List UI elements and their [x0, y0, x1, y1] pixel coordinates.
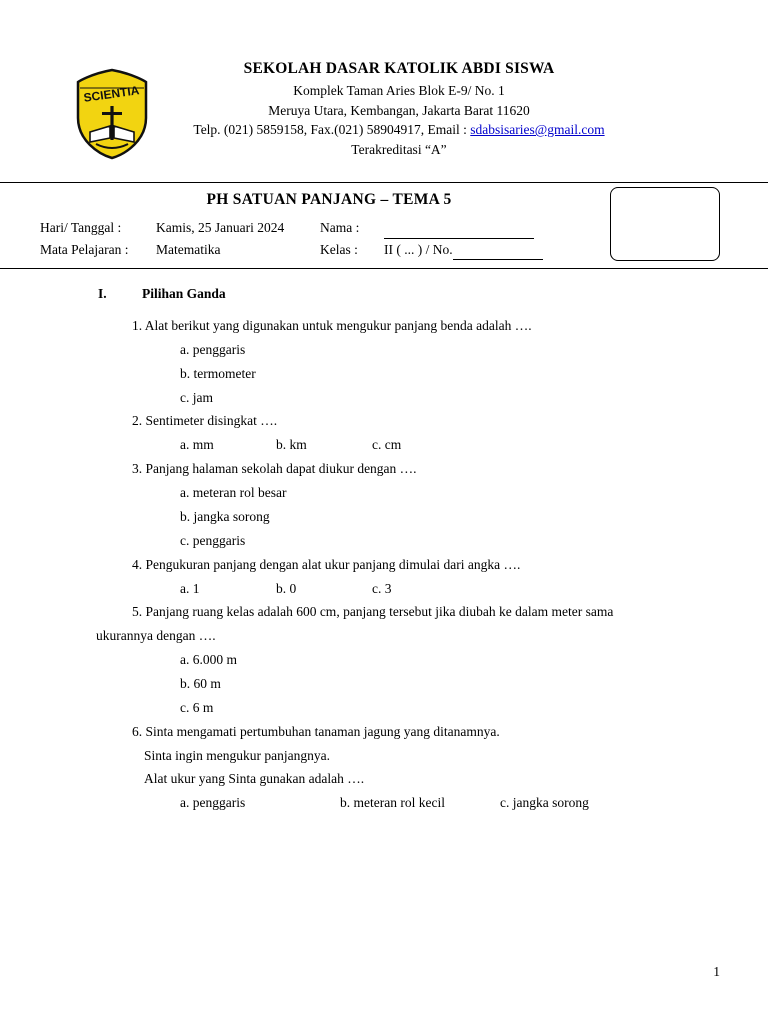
- section-title: Pilihan Ganda: [142, 286, 226, 302]
- document-header: [0, 0, 768, 176]
- option-item[interactable]: c. jam: [180, 389, 213, 405]
- address-line-1: Komplek Taman Aries Blok E-9/ No. 1: [293, 83, 505, 98]
- option-item[interactable]: a. penggaris: [180, 795, 246, 811]
- option-item[interactable]: c. 6 m: [180, 699, 214, 715]
- option-item[interactable]: b. meteran rol kecil: [340, 795, 445, 811]
- subject-label: Mata Pelajaran :: [40, 241, 129, 257]
- name-label: Nama :: [320, 220, 360, 235]
- contact-line: [80, 120, 718, 140]
- question-text: 5. Panjang ruang kelas adalah 600 cm, panjang tersebut jika diubah ke dalam meter sama: [132, 604, 614, 620]
- exam-title: PH SATUAN PANJANG – TEMA 5: [206, 191, 452, 208]
- option-item[interactable]: a. meteran rol besar: [180, 485, 287, 501]
- question-text-continued: Sinta ingin mengukur panjangnya.: [144, 747, 330, 763]
- exam-title-block: [0, 183, 768, 268]
- option-item[interactable]: a. 6.000 m: [180, 652, 237, 668]
- option-item[interactable]: b. termometer: [180, 365, 256, 381]
- option-item[interactable]: c. penggaris: [180, 532, 246, 548]
- question-text: 2. Sentimeter disingkat ….: [132, 413, 278, 429]
- school-name: SEKOLAH DASAR KATOLIK ABDI SISWA: [243, 60, 555, 77]
- question-options: [180, 649, 720, 719]
- question-text: 6. Sinta mengamati pertumbuhan tanaman jagung yang ditanamnya.: [132, 723, 500, 739]
- option-item[interactable]: a. 1: [180, 580, 200, 596]
- option-item[interactable]: b. jangka sorong: [180, 508, 270, 524]
- question-options: [180, 434, 720, 456]
- class-label: Kelas :: [320, 241, 358, 257]
- question-options: [180, 339, 720, 409]
- subject-field: [40, 239, 320, 261]
- option-item[interactable]: a. mm: [180, 437, 214, 453]
- date-value: Kamis, 25 Januari 2024: [156, 220, 285, 235]
- option-item[interactable]: c. cm: [372, 437, 402, 453]
- address-line-2: Meruya Utara, Kembangan, Jakarta Barat 11620: [268, 102, 530, 118]
- contact-prefix: Telp. (021) 5859158, Fax.(021) 58904917, Email :: [193, 122, 471, 138]
- class-value: II ( ... ) / No.: [384, 241, 453, 257]
- question-text: 1. Alat berikut yang digunakan untuk mengukur panjang benda adalah ….: [132, 318, 532, 334]
- school-logo-icon: [74, 68, 150, 160]
- option-item[interactable]: c. 3: [372, 580, 392, 596]
- score-box[interactable]: [610, 187, 720, 261]
- question-text: 4. Pengukuran panjang dengan alat ukur panjang dimulai dari angka ….: [132, 556, 521, 572]
- option-item[interactable]: b. 60 m: [180, 675, 221, 691]
- question-text-continued: ukurannya dengan ….: [96, 628, 216, 644]
- section-heading: [98, 283, 720, 305]
- name-input-line[interactable]: [384, 217, 534, 239]
- section-number: I.: [98, 286, 107, 302]
- date-field: [40, 217, 320, 239]
- page-number: 1: [713, 964, 720, 979]
- option-item[interactable]: b. km: [276, 437, 307, 453]
- date-label: Hari/ Tanggal :: [40, 220, 122, 235]
- option-item[interactable]: b. 0: [276, 580, 297, 596]
- name-field: [320, 217, 588, 239]
- question-text: 3. Panjang halaman sekolah dapat diukur dengan ….: [132, 461, 417, 477]
- question-options: [180, 792, 720, 814]
- question-options: [180, 578, 720, 600]
- subject-value: Matematika: [156, 241, 221, 257]
- option-item[interactable]: c. jangka sorong: [500, 795, 589, 811]
- class-field: [320, 239, 588, 261]
- question-options: [180, 482, 720, 552]
- option-item[interactable]: a. penggaris: [180, 341, 246, 357]
- exam-content: [0, 269, 768, 814]
- class-number-input-line[interactable]: [453, 239, 543, 261]
- question-text-continued-2: Alat ukur yang Sinta gunakan adalah ….: [144, 771, 365, 787]
- accreditation-line: Terakreditasi “A”: [351, 141, 447, 157]
- svg-text:SCIENTIA: SCIENTIA: [82, 83, 141, 105]
- email-link[interactable]: sdabsisaries@gmail.com: [470, 122, 605, 138]
